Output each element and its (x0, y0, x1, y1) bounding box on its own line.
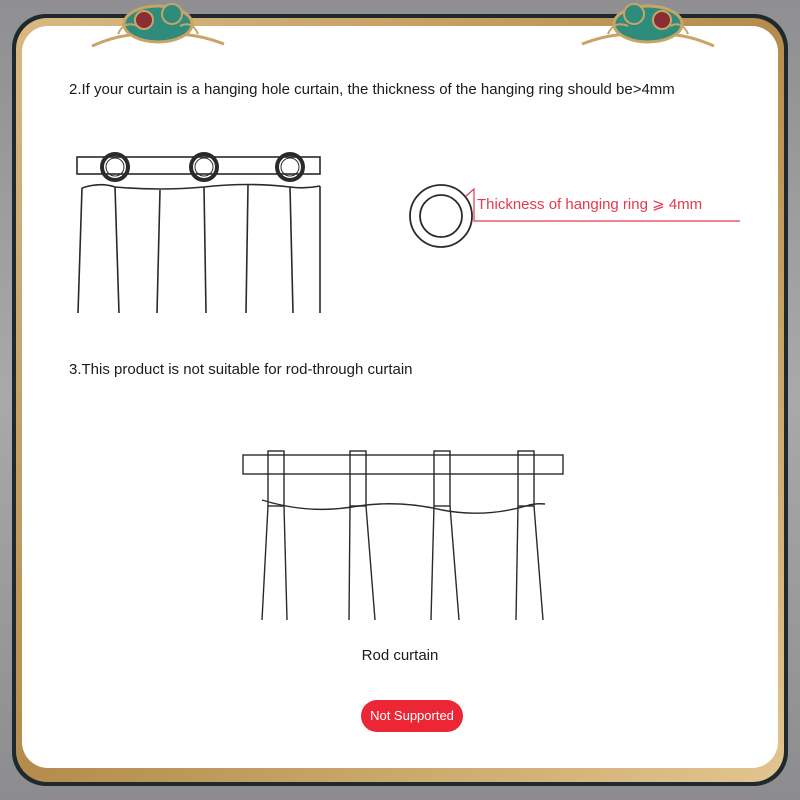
step-3-caption: 3.This product is not suitable for rod-through curtain (69, 361, 413, 378)
rod-curtain-diagram (243, 451, 563, 620)
curtain-folds (78, 185, 320, 313)
not-supported-badge: Not Supported (361, 700, 463, 732)
step-2-caption: 2.If your curtain is a hanging hole curtain, the thickness of the hanging ring should be>4mm (69, 81, 675, 98)
rod-curtain-label: Rod curtain (361, 647, 439, 664)
rod-curtain-rod (243, 455, 563, 474)
curtain-top-edge (82, 185, 320, 190)
rod-curtain-folds (262, 506, 543, 620)
rod-curtain-top-edge (262, 500, 545, 513)
ring-thickness-label: Thickness of hanging ring ⩾ 4mm (477, 196, 703, 213)
